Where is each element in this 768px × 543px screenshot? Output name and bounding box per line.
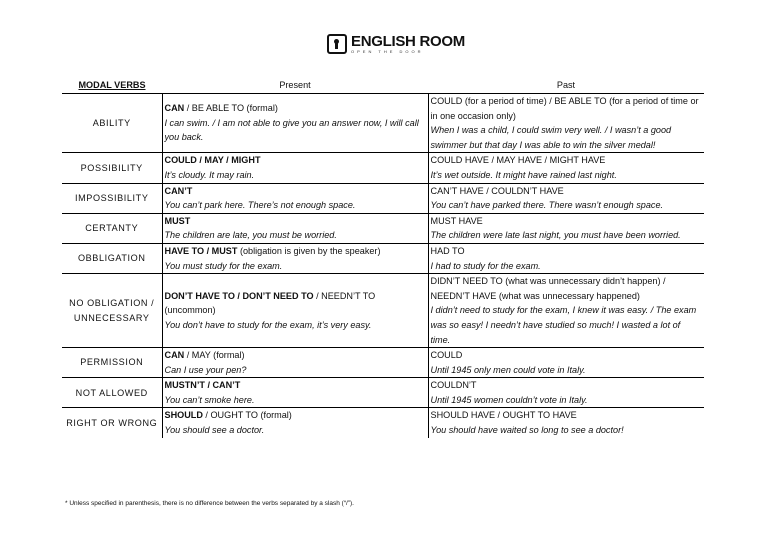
past-example: I didn’t need to study for the exam, I knew it was easy. / The exam was so easy! I needn’t have studied so much! I wasted a lot of time. <box>430 305 697 345</box>
past-form <box>431 244 703 259</box>
past-form <box>431 408 703 423</box>
present-form <box>165 101 426 116</box>
cell-present <box>162 153 428 183</box>
header-modal-verbs: MODAL VERBS <box>62 78 162 94</box>
past-form-note: SHOULD HAVE / OUGHT TO HAVE <box>430 410 577 421</box>
modal-verbs-table <box>62 78 704 438</box>
present-example: I can swim. / I am not able to give you an answer now, I will call you back. <box>164 117 419 143</box>
past-form-note: COULD <box>430 350 463 361</box>
cell-present <box>162 408 428 438</box>
present-form <box>165 153 426 168</box>
present-example: You must study for the exam. <box>164 260 283 271</box>
row-category: NO OBLIGATION / UNNECESSARY <box>62 274 162 348</box>
table-row <box>62 213 704 243</box>
header-past: Past <box>428 78 704 94</box>
present-form-note: / OUGHT TO (formal) <box>202 410 292 421</box>
table-row <box>62 183 704 213</box>
past-form <box>431 94 703 123</box>
cell-present <box>162 243 428 273</box>
logo-title: ENGLISH ROOM <box>351 33 465 50</box>
past-form-note: COULDN’T <box>430 380 477 391</box>
present-form <box>165 184 426 199</box>
present-form-main: DON’T HAVE TO / DON’T NEED TO <box>164 290 314 301</box>
cell-past <box>428 94 704 153</box>
cell-present <box>162 183 428 213</box>
present-example: You don’t have to study for the exam, it’s very easy. <box>164 319 372 330</box>
table-header-row <box>62 78 704 94</box>
present-form-main: MUSTN’T / CAN’T <box>164 380 241 391</box>
present-form-main: SHOULD <box>164 410 203 421</box>
present-form-note: / MAY (formal) <box>184 350 245 361</box>
present-form <box>165 289 426 318</box>
cell-present <box>162 94 428 153</box>
cell-present <box>162 378 428 408</box>
cell-past <box>428 213 704 243</box>
past-form-note: COULD (for a period of time) / BE ABLE TO (for a period of time or in one occasion only) <box>430 96 699 121</box>
cell-past <box>428 243 704 273</box>
past-example: Until 1945 women couldn’t vote in Italy. <box>430 394 588 405</box>
present-form <box>165 348 426 363</box>
past-example: You should have waited so long to see a doctor! <box>430 425 624 436</box>
past-example: You can’t have parked there. There wasn’t enough space. <box>430 200 664 211</box>
past-example: I had to study for the exam. <box>430 260 541 271</box>
table-row <box>62 378 704 408</box>
past-form-note: HAD TO <box>430 245 465 256</box>
row-category: CERTANTY <box>62 213 162 243</box>
cell-past <box>428 348 704 378</box>
cell-past <box>428 378 704 408</box>
logo-tagline: OPEN THE DOOR <box>351 49 424 54</box>
row-category: OBBLIGATION <box>62 243 162 273</box>
present-example: You should see a doctor. <box>164 425 265 436</box>
past-form <box>431 214 703 229</box>
present-form-note: / NEEDN’T TO (uncommon) <box>164 290 376 316</box>
cell-present <box>162 213 428 243</box>
past-form <box>431 274 703 303</box>
cell-past <box>428 183 704 213</box>
past-form <box>431 378 703 393</box>
logo <box>327 34 465 54</box>
row-category: NOT ALLOWED <box>62 378 162 408</box>
header-present: Present <box>162 78 428 94</box>
table-row <box>62 348 704 378</box>
cell-past <box>428 408 704 438</box>
present-form-main: COULD / MAY / MIGHT <box>164 155 261 166</box>
present-form-main: CAN <box>164 103 185 114</box>
table-row <box>62 94 704 153</box>
present-form <box>165 214 426 229</box>
past-form <box>431 153 703 168</box>
keyhole-icon <box>327 34 347 54</box>
table-row <box>62 153 704 183</box>
present-example: Can I use your pen? <box>164 364 247 375</box>
present-form <box>165 244 426 259</box>
past-form-note: COULD HAVE / MAY HAVE / MIGHT HAVE <box>430 155 606 166</box>
past-example: Until 1945 only men could vote in Italy. <box>430 364 586 375</box>
cell-past <box>428 274 704 348</box>
cell-present <box>162 274 428 348</box>
present-form-note: (obligation is given by the speaker) <box>237 245 381 256</box>
present-form-note: / BE ABLE TO (formal) <box>184 103 278 114</box>
past-form-note: CAN’T HAVE / COULDN’T HAVE <box>430 185 564 196</box>
footnote: * Unless specified in parenthesis, there is no difference between the verbs separated by a slash (“/”). <box>65 500 354 507</box>
present-form-main: HAVE TO / MUST <box>164 245 238 256</box>
row-category: IMPOSSIBILITY <box>62 183 162 213</box>
past-form <box>431 184 703 199</box>
table-row <box>62 243 704 273</box>
present-form <box>165 408 426 423</box>
cell-present <box>162 348 428 378</box>
past-form-note: DIDN’T NEED TO (what was unnecessary didn’t happen) / NEEDN’T HAVE (what was unnecessary happened) <box>430 276 666 301</box>
present-form-main: CAN’T <box>164 185 193 196</box>
present-form-main: MUST <box>164 215 191 226</box>
past-example: When I was a child, I could swim very well. / I wasn’t a good swimmer but that day I was able to win the silver medal! <box>430 125 672 150</box>
past-example: The children were late last night, you must have been worried. <box>430 230 681 241</box>
present-example: You can’t park here. There’s not enough space. <box>164 200 356 211</box>
cell-past <box>428 153 704 183</box>
past-form-note: MUST HAVE <box>430 215 483 226</box>
past-form <box>431 348 703 363</box>
present-example: You can’t smoke here. <box>164 394 255 405</box>
row-category: PERMISSION <box>62 348 162 378</box>
present-form <box>165 378 426 393</box>
row-category: ABILITY <box>62 94 162 153</box>
present-form-main: CAN <box>164 350 185 361</box>
row-category: RIGHT OR WRONG <box>62 408 162 438</box>
present-example: The children are late, you must be worried. <box>164 230 337 241</box>
table-row <box>62 274 704 348</box>
past-example: It’s wet outside. It might have rained last night. <box>430 169 617 180</box>
row-category: POSSIBILITY <box>62 153 162 183</box>
table-row <box>62 408 704 438</box>
present-example: It’s cloudy. It may rain. <box>164 169 255 180</box>
